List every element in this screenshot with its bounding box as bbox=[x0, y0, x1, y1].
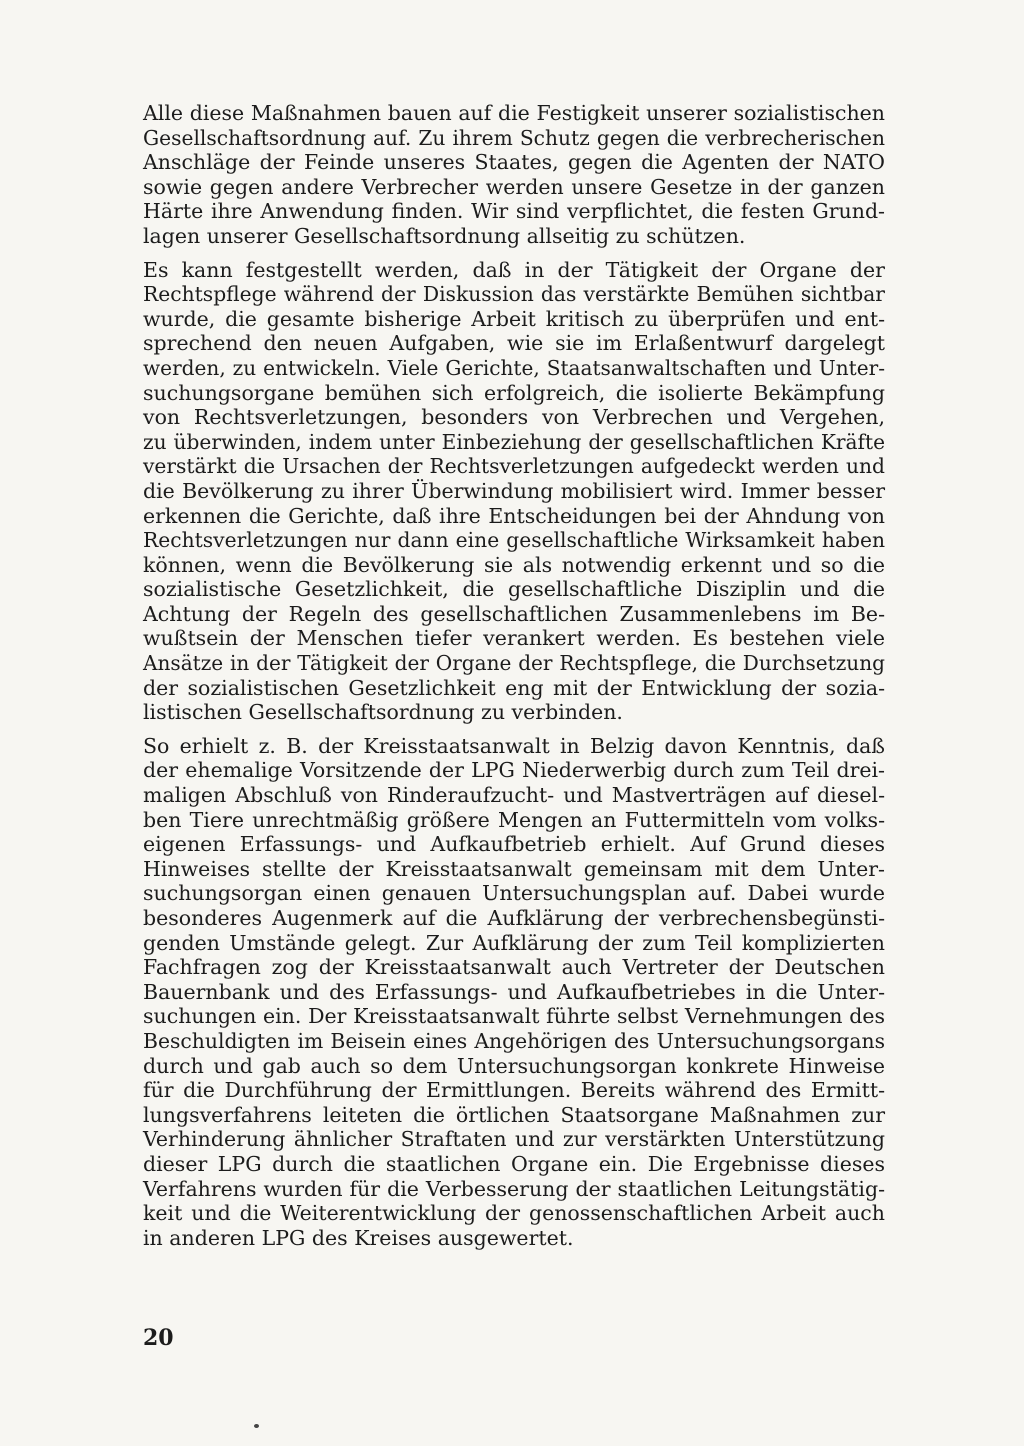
text-line: verstärkt die Ursachen der Rechtsverletzungen aufgedeckt werden und bbox=[143, 454, 885, 479]
text-line: können, wenn die Bevölkerung sie als notwendig erkennt und so die bbox=[143, 552, 885, 577]
text-line: suchungsorgan einen genauen Untersuchungsplan auf. Dabei wurde bbox=[143, 881, 885, 906]
text-line: sprechend den neuen Aufgaben, wie sie im Erlaßentwurf dargelegt bbox=[143, 331, 885, 356]
text-line: sowie gegen andere Verbrecher werden unsere Gesetze in der ganzen bbox=[143, 174, 885, 199]
text-line: der sozialistischen Gesetzlichkeit eng mit der Entwicklung der sozia- bbox=[143, 675, 885, 700]
text-line: erkennen die Gerichte, daß ihre Entscheidungen bei der Ahndung von bbox=[143, 503, 885, 528]
text-line: suchungen ein. Der Kreisstaatsanwalt führte selbst Vernehmungen des bbox=[143, 1004, 885, 1029]
text-line: in anderen LPG des Kreises ausgewertet. bbox=[143, 1225, 574, 1250]
text-line: wurde, die gesamte bisherige Arbeit kritisch zu überprüfen und ent- bbox=[143, 306, 885, 331]
text-line: Es kann festgestellt werden, daß in der Tätigkeit der Organe der bbox=[143, 257, 885, 282]
text-line: Bauernbank und des Erfassungs- und Aufkaufbetriebes in die Unter- bbox=[143, 979, 885, 1004]
text-line: wußtsein der Menschen tiefer verankert werden. Es bestehen viele bbox=[143, 626, 885, 651]
text-line: genden Umstände gelegt. Zur Aufklärung der zum Teil komplizierten bbox=[143, 930, 885, 955]
text-line: durch und gab auch so dem Untersuchungsorgan konkrete Hinweise bbox=[143, 1053, 885, 1078]
text-line: Fachfragen zog der Kreisstaatsanwalt auch Vertreter der Deutschen bbox=[143, 955, 885, 980]
text-line: lungsverfahrens leiteten die örtlichen Staatsorgane Maßnahmen zur bbox=[143, 1102, 885, 1127]
text-line: keit und die Weiterentwicklung der genossenschaftlichen Arbeit auch bbox=[143, 1201, 885, 1226]
text-line: besonderes Augenmerk auf die Aufklärung der verbrechensbegünsti- bbox=[143, 906, 885, 930]
text-line: dieser LPG durch die staatlichen Organe ein. Die Ergebnisse dieses bbox=[143, 1151, 885, 1176]
text-line: Anschläge der Feinde unseres Staates, gegen die Agenten der NATO bbox=[143, 150, 885, 175]
text-line: von Rechtsverletzungen, besonders von Verbrechen und Vergehen, bbox=[143, 405, 885, 430]
text-line: zu überwinden, indem unter Einbeziehung der gesellschaftlichen Kräfte bbox=[143, 429, 885, 454]
paragraph bbox=[143, 258, 885, 725]
text-line: Hinweises stellte der Kreisstaatsanwalt gemeinsam mit dem Unter- bbox=[143, 856, 885, 881]
text-line: sozialistische Gesetzlichkeit, die gesellschaftliche Disziplin und die bbox=[143, 577, 885, 602]
text-line: Alle diese Maßnahmen bauen auf die Festigkeit unserer sozialistischen bbox=[143, 101, 885, 125]
text-line: suchungsorgane bemühen sich erfolgreich, die isolierte Bekämpfung bbox=[143, 380, 885, 405]
text-line: Rechtspflege während der Diskussion das verstärkte Bemühen sichtbar bbox=[143, 282, 885, 307]
text-line: Verhinderung ähnlicher Straftaten und zur verstärkten Unterstützung bbox=[143, 1127, 885, 1152]
text-line: Gesellschaftsordnung auf. Zu ihrem Schutz gegen die verbrecherischen bbox=[143, 125, 885, 150]
text-line: ben Tiere unrechtmäßig größere Mengen an Futtermitteln vom volks- bbox=[143, 807, 885, 832]
text-line: lagen unserer Gesellschaftsordnung allseitig zu schützen. bbox=[143, 223, 746, 248]
text-line: Härte ihre Anwendung finden. Wir sind verpflichtet, die festen Grund- bbox=[143, 199, 885, 224]
text-line: die Bevölkerung zu ihrer Überwindung mobilisiert wird. Immer besser bbox=[143, 478, 885, 503]
text-line: maligen Abschluß von Rinderaufzucht- und Mastverträgen auf diesel- bbox=[143, 783, 885, 808]
text-line: für die Durchführung der Ermittlungen. Bereits während des Ermitt- bbox=[143, 1078, 885, 1103]
text-line: Achtung der Regeln des gesellschaftlichen Zusammenlebens im Be- bbox=[143, 601, 885, 626]
page-number: 20 bbox=[143, 1325, 174, 1351]
text-line: der ehemalige Vorsitzende der LPG Niederwerbig durch zum Teil drei- bbox=[143, 758, 885, 783]
text-line: eigenen Erfassungs- und Aufkaufbetrieb erhielt. Auf Grund dieses bbox=[143, 832, 885, 857]
paragraph bbox=[143, 101, 885, 249]
text-line: Rechtsverletzungen nur dann eine gesellschaftliche Wirksamkeit haben bbox=[143, 528, 885, 553]
text-line: Ansätze in der Tätigkeit der Organe der Rechtspflege, die Durchsetzung bbox=[143, 651, 885, 676]
paragraph bbox=[143, 734, 885, 1250]
text-line: Verfahrens wurden für die Verbesserung der staatlichen Leitungstätig- bbox=[143, 1176, 885, 1201]
text-line: listischen Gesellschaftsordnung zu verbinden. bbox=[143, 700, 623, 725]
text-line: Beschuldigten im Beisein eines Angehörigen des Untersuchungsorgans bbox=[143, 1028, 885, 1053]
scan-speck bbox=[254, 1424, 259, 1428]
text-line: So erhielt z. B. der Kreisstaatsanwalt in Belzig davon Kenntnis, daß bbox=[143, 733, 885, 758]
text-line: werden, zu entwickeln. Viele Gerichte, Staatsanwaltschaften und Unter- bbox=[143, 355, 885, 380]
body-text bbox=[143, 101, 885, 1250]
